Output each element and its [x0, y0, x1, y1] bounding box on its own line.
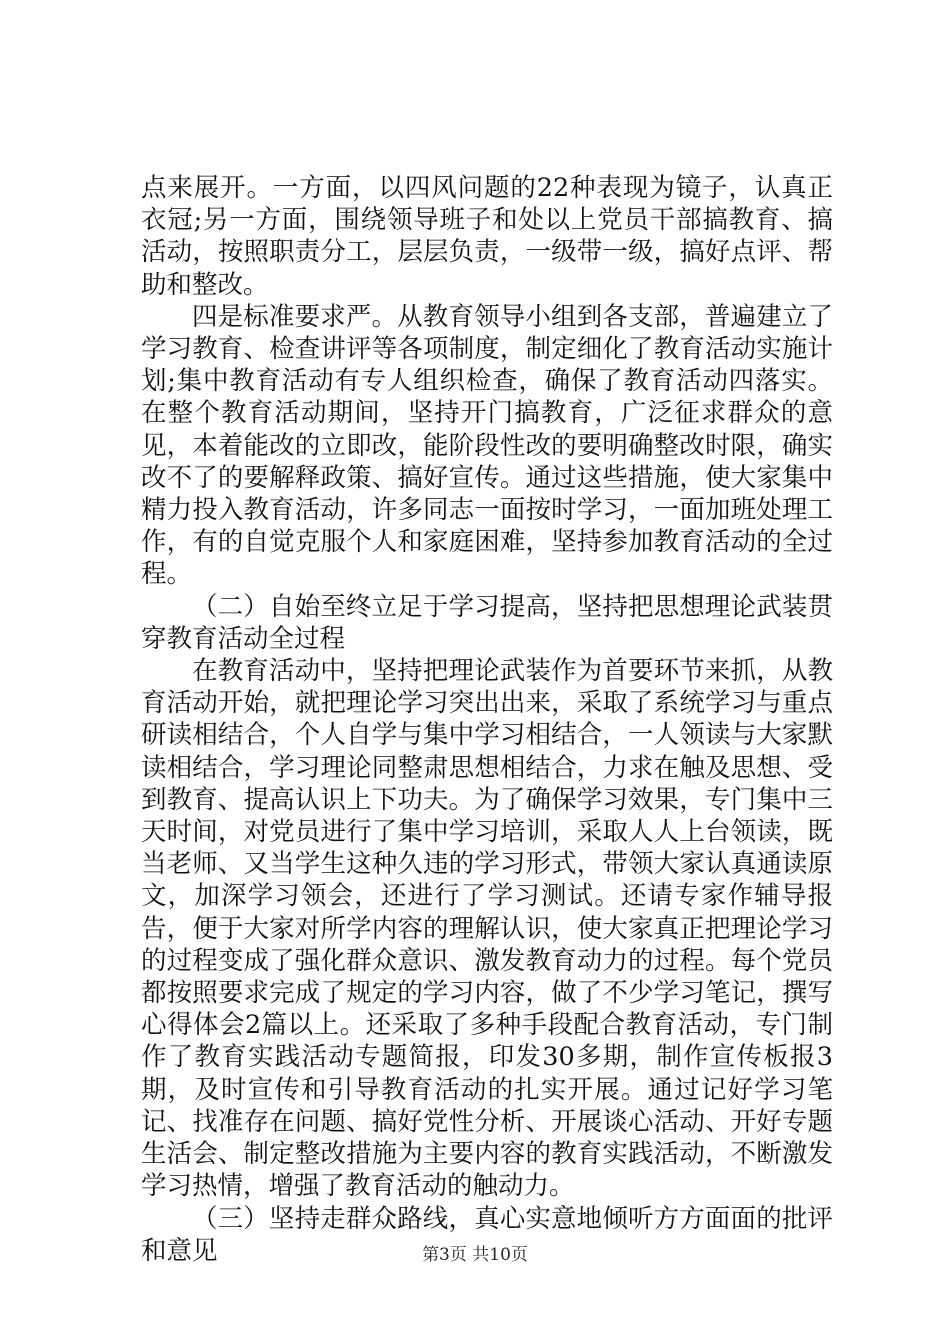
document-body: [141, 172, 833, 1267]
paragraph-continuation: 点来展开。一方面，以四风问题的22种表现为镜子，认真正衣冠;另一方面，围绕领导班子和处以上党员干部搞教育、搞活动，按照职责分工，层层负责，一级带一级，搞好点评、帮助和整改。: [141, 173, 833, 300]
paragraph-standards: 四是标准要求严。从教育领导小组到各支部，普遍建立了学习教育、检查讲评等各项制度，制定细化了教育活动实施计划;集中教育活动有专人组织检查，确保了教育活动四落实。在整个教育活动期间，坚持开门搞教育，广泛征求群众的意见，本着能改的立即改，能阶段性改的要明确整改时限，确实改不了的要解释政策、搞好宣传。通过这些措施，使大家集中精力投入教育活动，许多同志一面按时学习，一面加班处理工作，有的自觉克服个人和家庭困难，坚持参加教育活动的全过程。: [141, 301, 833, 590]
section-heading-2: （二）自始至终立足于学习提高，坚持把思想理论武装贯穿教育活动全过程: [141, 591, 833, 654]
page-footer: 第3页 共10页: [422, 1245, 528, 1265]
paragraph-theory-study: 在教育活动中，坚持把理论武装作为首要环节来抓，从教育活动开始，就把理论学习突出出来，采取了系统学习与重点研读相结合，个人自学与集中学习相结合，一人领读与大家默读相结合，学习理论同整肃思想相结合，力求在触及思想、受到教育、提高认识上下功夫。为了确保学习效果，专门集中三天时间，对党员进行了集中学习培训，采取人人上台领读，既当老师、又当学生这种久违的学习形式，带领大家认真通读原文，加深学习领会，还进行了学习测试。还请专家作辅导报告，便于大家对所学内容的理解认识，使大家真正把理论学习的过程变成了强化群众意识、激发教育动力的过程。每个党员都按照要求完成了规定的学习内容，做了不少学习笔记，撰写心得体会2篇以上。还采取了多种手段配合教育活动，专门制作了教育实践活动专题简报，印发30多期，制作宣传板报3期，及时宣传和引导教育活动的扎实开展。通过记好学习笔记、找准存在问题、搞好党性分析、开展谈心活动、开好专题生活会、制定整改措施为主要内容的教育实践活动，不断激发学习热情，增强了教育活动的触动力。: [141, 656, 833, 1202]
section-heading-3: （三）坚持走群众路线，真心实意地倾听方方面面的批评和意见: [141, 1203, 833, 1266]
